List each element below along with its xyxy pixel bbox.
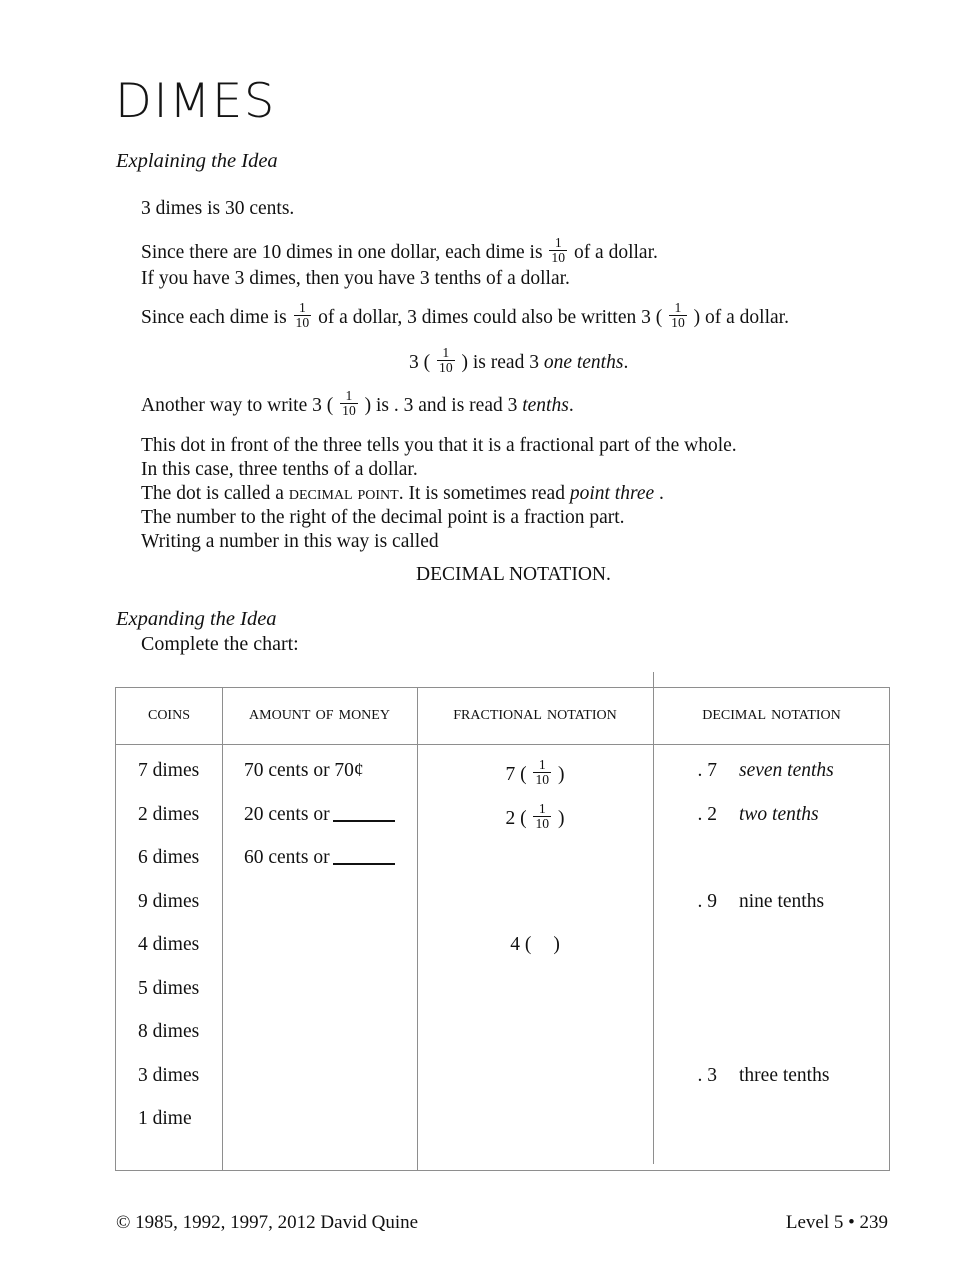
table-cell-coins: 2 dimes [138, 803, 200, 825]
page-title: DIMES [115, 74, 276, 129]
table-cell-decimal-empty[interactable] [653, 1108, 890, 1132]
table-cell-amount-empty[interactable] [244, 1021, 404, 1045]
footer-page-info: Level 5 • 239 [785, 1212, 888, 1233]
amount-text: 70 cents or 70¢ [244, 760, 364, 781]
fraction-numerator: 1 [554, 235, 562, 251]
table-cell-fractional[interactable]: 4 ( ) [510, 934, 560, 955]
decimal-word: nine tenths [739, 890, 825, 912]
amount-text: 60 cents or [244, 847, 330, 868]
isread-text-a: 3 ( [409, 352, 431, 374]
fraction-one-tenth [533, 758, 551, 787]
block-line-4: The number to the right of the decimal point is a fraction part. [141, 507, 625, 528]
section-heading-explaining: Explaining the Idea [116, 150, 278, 172]
fraction-numerator: 1 [538, 757, 546, 773]
paragraph-since-each-dime [141, 300, 789, 332]
table-cell-coins: 1 dime [138, 1108, 192, 1129]
fraction-numerator: 1 [442, 345, 450, 361]
table-header-decimal-notation: decimal notation [702, 702, 841, 724]
fraction-one-tenth [340, 389, 358, 418]
fraction-coefficient: 7 [505, 764, 516, 786]
table-cell-fractional-empty[interactable] [417, 1021, 653, 1045]
table-cell-coins: 6 dimes [138, 847, 200, 868]
table-cell-fractional-empty[interactable] [417, 847, 653, 871]
decimal-value: . 9 [697, 890, 717, 912]
table-cell-amount-empty[interactable] [244, 891, 404, 915]
since-ten-line2: If you have 3 dimes, then you have 3 tenths of a dollar. [141, 267, 570, 289]
since-each-text-c: ) of a dollar. [693, 307, 789, 329]
table-cell-decimal[interactable] [653, 891, 890, 913]
table-cell-decimal-empty[interactable] [653, 934, 890, 958]
fraction-denominator: 10 [535, 772, 550, 788]
table-cell-fractional[interactable]: 2 ( $\frac{1}{10}$ ) [505, 800, 565, 831]
fraction-numerator: 1 [345, 388, 353, 404]
paragraph-another-way [141, 388, 574, 420]
table-cell-fractional-empty[interactable] [417, 1108, 653, 1132]
table-cell-amount[interactable] [244, 760, 364, 782]
table-header-fractional-notation: fractional notation [453, 702, 617, 724]
decimal-value: . 3 [697, 1064, 717, 1086]
decimal-value: . 7 [697, 760, 717, 781]
fraction-one-tenth [549, 236, 567, 265]
since-ten-text-b: of a dollar. [573, 242, 658, 264]
decimal-word: two tenths [739, 803, 819, 825]
decimal-value: . 2 [697, 803, 717, 825]
table-column-divider-3 [653, 672, 654, 1164]
block-line-1: This dot in front of the three tells you that it is a fractional part of the whole. [141, 435, 737, 456]
decimal-notation-callout: DECIMAL NOTATION. [416, 564, 611, 585]
paragraph-is-read-one-tenths [409, 345, 629, 377]
complete-the-chart-instruction: Complete the chart: [141, 633, 299, 655]
since-each-text-a: Since each dime is [141, 307, 287, 329]
table-cell-coins: 3 dimes [138, 1064, 200, 1086]
block-line-3-end: . [659, 483, 664, 504]
table-column-divider-1 [222, 688, 223, 1170]
fraction-one-tenth [294, 301, 312, 330]
isread-italic-phrase: one tenths [543, 352, 624, 374]
table-cell-decimal-empty[interactable] [653, 978, 890, 1002]
point-three-italic: point three [569, 483, 655, 504]
fraction-one-tenth [533, 802, 551, 831]
fraction-numerator: 1 [674, 300, 682, 316]
table-cell-coins: 4 dimes [138, 934, 200, 955]
table-cell-decimal[interactable] [653, 1065, 890, 1087]
fraction-coefficient: 4 [510, 934, 520, 955]
fraction-denominator: 10 [535, 815, 550, 831]
answer-blank[interactable] [333, 863, 395, 865]
table-cell-coins: 8 dimes [138, 1021, 200, 1042]
amount-text: 20 cents or [244, 803, 330, 825]
table-cell-amount-empty[interactable] [244, 1065, 404, 1089]
table-cell-amount[interactable] [244, 804, 395, 826]
fraction-numerator: 1 [538, 800, 546, 816]
block-line-2: In this case, three tenths of a dollar. [141, 459, 418, 480]
table-cell-fractional-empty[interactable] [417, 1065, 653, 1089]
table-header-coins: coins [147, 702, 190, 724]
fraction-one-tenth [669, 301, 687, 330]
table-cell-amount[interactable] [244, 847, 395, 869]
another-text-end: . [568, 395, 574, 417]
paragraph-since-ten-dimes [141, 235, 658, 291]
another-text-b: ) is . 3 and is read 3 [364, 395, 518, 417]
table-cell-amount-empty[interactable] [244, 934, 404, 958]
fraction-coefficient: 2 [505, 807, 516, 829]
fraction-one-tenth [437, 346, 455, 375]
block-line-3b: . It is sometimes read [398, 483, 565, 504]
table-cell-amount-empty[interactable] [244, 978, 404, 1002]
decimal-point-term: decimal point [288, 483, 399, 504]
block-line-3a: The dot is called a [141, 483, 284, 504]
table-cell-decimal[interactable] [653, 760, 890, 782]
fraction-denominator: 10 [671, 315, 685, 331]
paragraph-intro: 3 dimes is 30 cents. [141, 198, 295, 219]
fraction-denominator: 10 [439, 360, 453, 376]
dimes-chart-table [115, 687, 890, 1171]
table-cell-fractional[interactable]: 7 ( $\frac{1}{10}$ ) [505, 757, 565, 788]
fraction-denominator: 10 [295, 315, 310, 331]
table-cell-coins: 9 dimes [138, 890, 200, 912]
block-line-5: Writing a number in this way is called [141, 531, 439, 552]
table-cell-decimal-empty[interactable] [653, 847, 890, 871]
table-header-amount-of-money: amount of money [249, 702, 390, 724]
fraction-denominator: 10 [342, 403, 356, 419]
fraction-numerator: 1 [298, 300, 306, 316]
decimal-word: three tenths [739, 1064, 830, 1086]
table-cell-fractional-empty[interactable] [417, 891, 653, 915]
decimal-word: seven tenths [739, 760, 834, 781]
isread-text-b: ) is read 3 [461, 352, 539, 374]
footer-copyright: © 1985, 1992, 1997, 2012 David Quine [116, 1212, 419, 1233]
table-cell-coins: 7 dimes [138, 760, 200, 781]
table-cell-decimal-empty[interactable] [653, 1021, 890, 1045]
since-ten-text-a: Since there are 10 dimes in one dollar, each dime is [141, 242, 543, 264]
isread-text-end: . [623, 352, 629, 374]
fraction-denominator: 10 [551, 250, 566, 266]
table-cell-coins: 5 dimes [138, 977, 200, 999]
since-each-text-b: of a dollar, 3 dimes could also be written 3 ( [318, 307, 663, 329]
table-cell-amount-empty[interactable] [244, 1108, 404, 1132]
another-text-a: Another way to write 3 ( [141, 395, 334, 417]
section-heading-expanding: Expanding the Idea [116, 608, 277, 630]
another-italic-phrase: tenths [522, 395, 569, 417]
table-header-rule [116, 744, 889, 745]
table-cell-fractional-empty[interactable] [417, 978, 653, 1002]
answer-blank[interactable] [333, 820, 395, 822]
paragraph-decimal-explanation [141, 434, 737, 554]
table-cell-decimal[interactable] [653, 804, 890, 826]
